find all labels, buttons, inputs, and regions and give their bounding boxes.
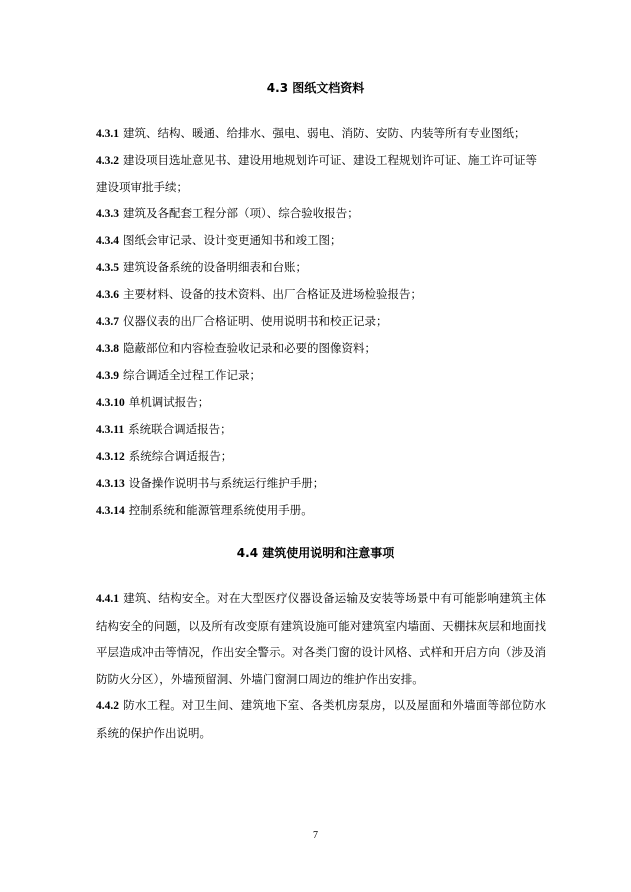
item-text: 建筑设备系统的设备明细表和台账；	[123, 260, 307, 274]
item-text: 图纸会审记录、设计变更通知书和竣工图；	[123, 233, 342, 247]
item-number: 4.3.5	[96, 262, 119, 274]
list-item	[96, 254, 546, 281]
list-item	[96, 227, 546, 254]
item-number: 4.4.1	[96, 593, 119, 605]
item-text: 建筑及各配套工程分部（项）、综合验收报告；	[123, 206, 359, 220]
list-item	[96, 147, 546, 200]
item-number: 4.3.6	[96, 289, 119, 301]
item-text: 隐蔽部位和内容检查验收记录和必要的图像资料；	[123, 341, 376, 355]
section-title-4-4: 4.4 建筑使用说明和注意事项	[236, 546, 395, 560]
section-title-4-3: 4.3 图纸文档资料	[266, 81, 365, 95]
item-text: 建设项目选址意见书、建设用地规划许可证、建设工程规划许可证、施工许可证等建设项审批手续；	[96, 153, 537, 194]
item-number: 4.3.7	[96, 316, 119, 328]
item-number: 4.3.9	[96, 370, 119, 382]
item-text: 防水工程。对卫生间、建筑地下室、各类机房泵房，以及屋面和外墙面等部位防水系统的保护作出说明。	[96, 698, 546, 740]
item-number: 4.3.2	[96, 155, 119, 167]
item-number: 4.3.8	[96, 343, 119, 355]
item-number: 4.3.3	[96, 208, 119, 220]
item-text: 综合调适全过程工作记录；	[123, 368, 261, 382]
item-number: 4.4.2	[96, 700, 119, 712]
item-number: 4.3.10	[96, 397, 125, 409]
item-text: 控制系统和能源管理系统使用手册。	[128, 503, 313, 517]
paragraph-item	[96, 585, 546, 692]
page-number: 7	[313, 830, 318, 841]
list-item	[96, 335, 546, 362]
item-text: 主要材料、设备的技术资料、出厂合格证及进场检验报告；	[123, 287, 422, 301]
list-item	[96, 416, 546, 443]
list-item	[96, 443, 546, 470]
item-text: 系统联合调适报告；	[128, 422, 232, 436]
list-item	[96, 281, 546, 308]
item-number: 4.3.12	[96, 451, 125, 463]
list-item	[96, 389, 546, 416]
item-text: 仪器仪表的出厂合格证明、使用说明书和校正记录；	[123, 314, 388, 328]
list-item	[96, 200, 546, 227]
list-item	[96, 362, 546, 389]
item-number: 4.3.13	[96, 478, 125, 490]
list-item	[96, 470, 546, 497]
list-item	[96, 120, 546, 147]
item-number: 4.3.11	[96, 424, 125, 436]
section-4-4-list	[96, 585, 546, 746]
item-number: 4.3.14	[96, 505, 125, 517]
list-item	[96, 497, 546, 524]
paragraph-item	[96, 692, 546, 746]
item-number: 4.3.4	[96, 235, 119, 247]
item-text: 设备操作说明书与系统运行维护手册；	[128, 476, 325, 490]
list-item	[96, 308, 546, 335]
item-number: 4.3.1	[96, 128, 119, 140]
item-text: 单机调试报告；	[128, 395, 210, 409]
item-text: 建筑、结构安全。对在大型医疗仪器设备运输及安装等场景中有可能影响建筑主体结构安全的问题，以及所有改变原有建筑设施可能对建筑室内墙面、天棚抹灰层和地面找平层造成冲击等情况，作出安全警示。对各类门窗的设计风格、式样和开启方向（涉及消防防火分区），外墙预留洞、外墙门窗洞口周边的维护作出安排。	[96, 591, 546, 686]
item-text: 系统综合调适报告；	[128, 449, 233, 463]
item-text: 建筑、结构、暖通、给排水、强电、弱电、消防、安防、内装等所有专业图纸；	[123, 126, 526, 140]
section-4-3-list	[96, 120, 546, 524]
